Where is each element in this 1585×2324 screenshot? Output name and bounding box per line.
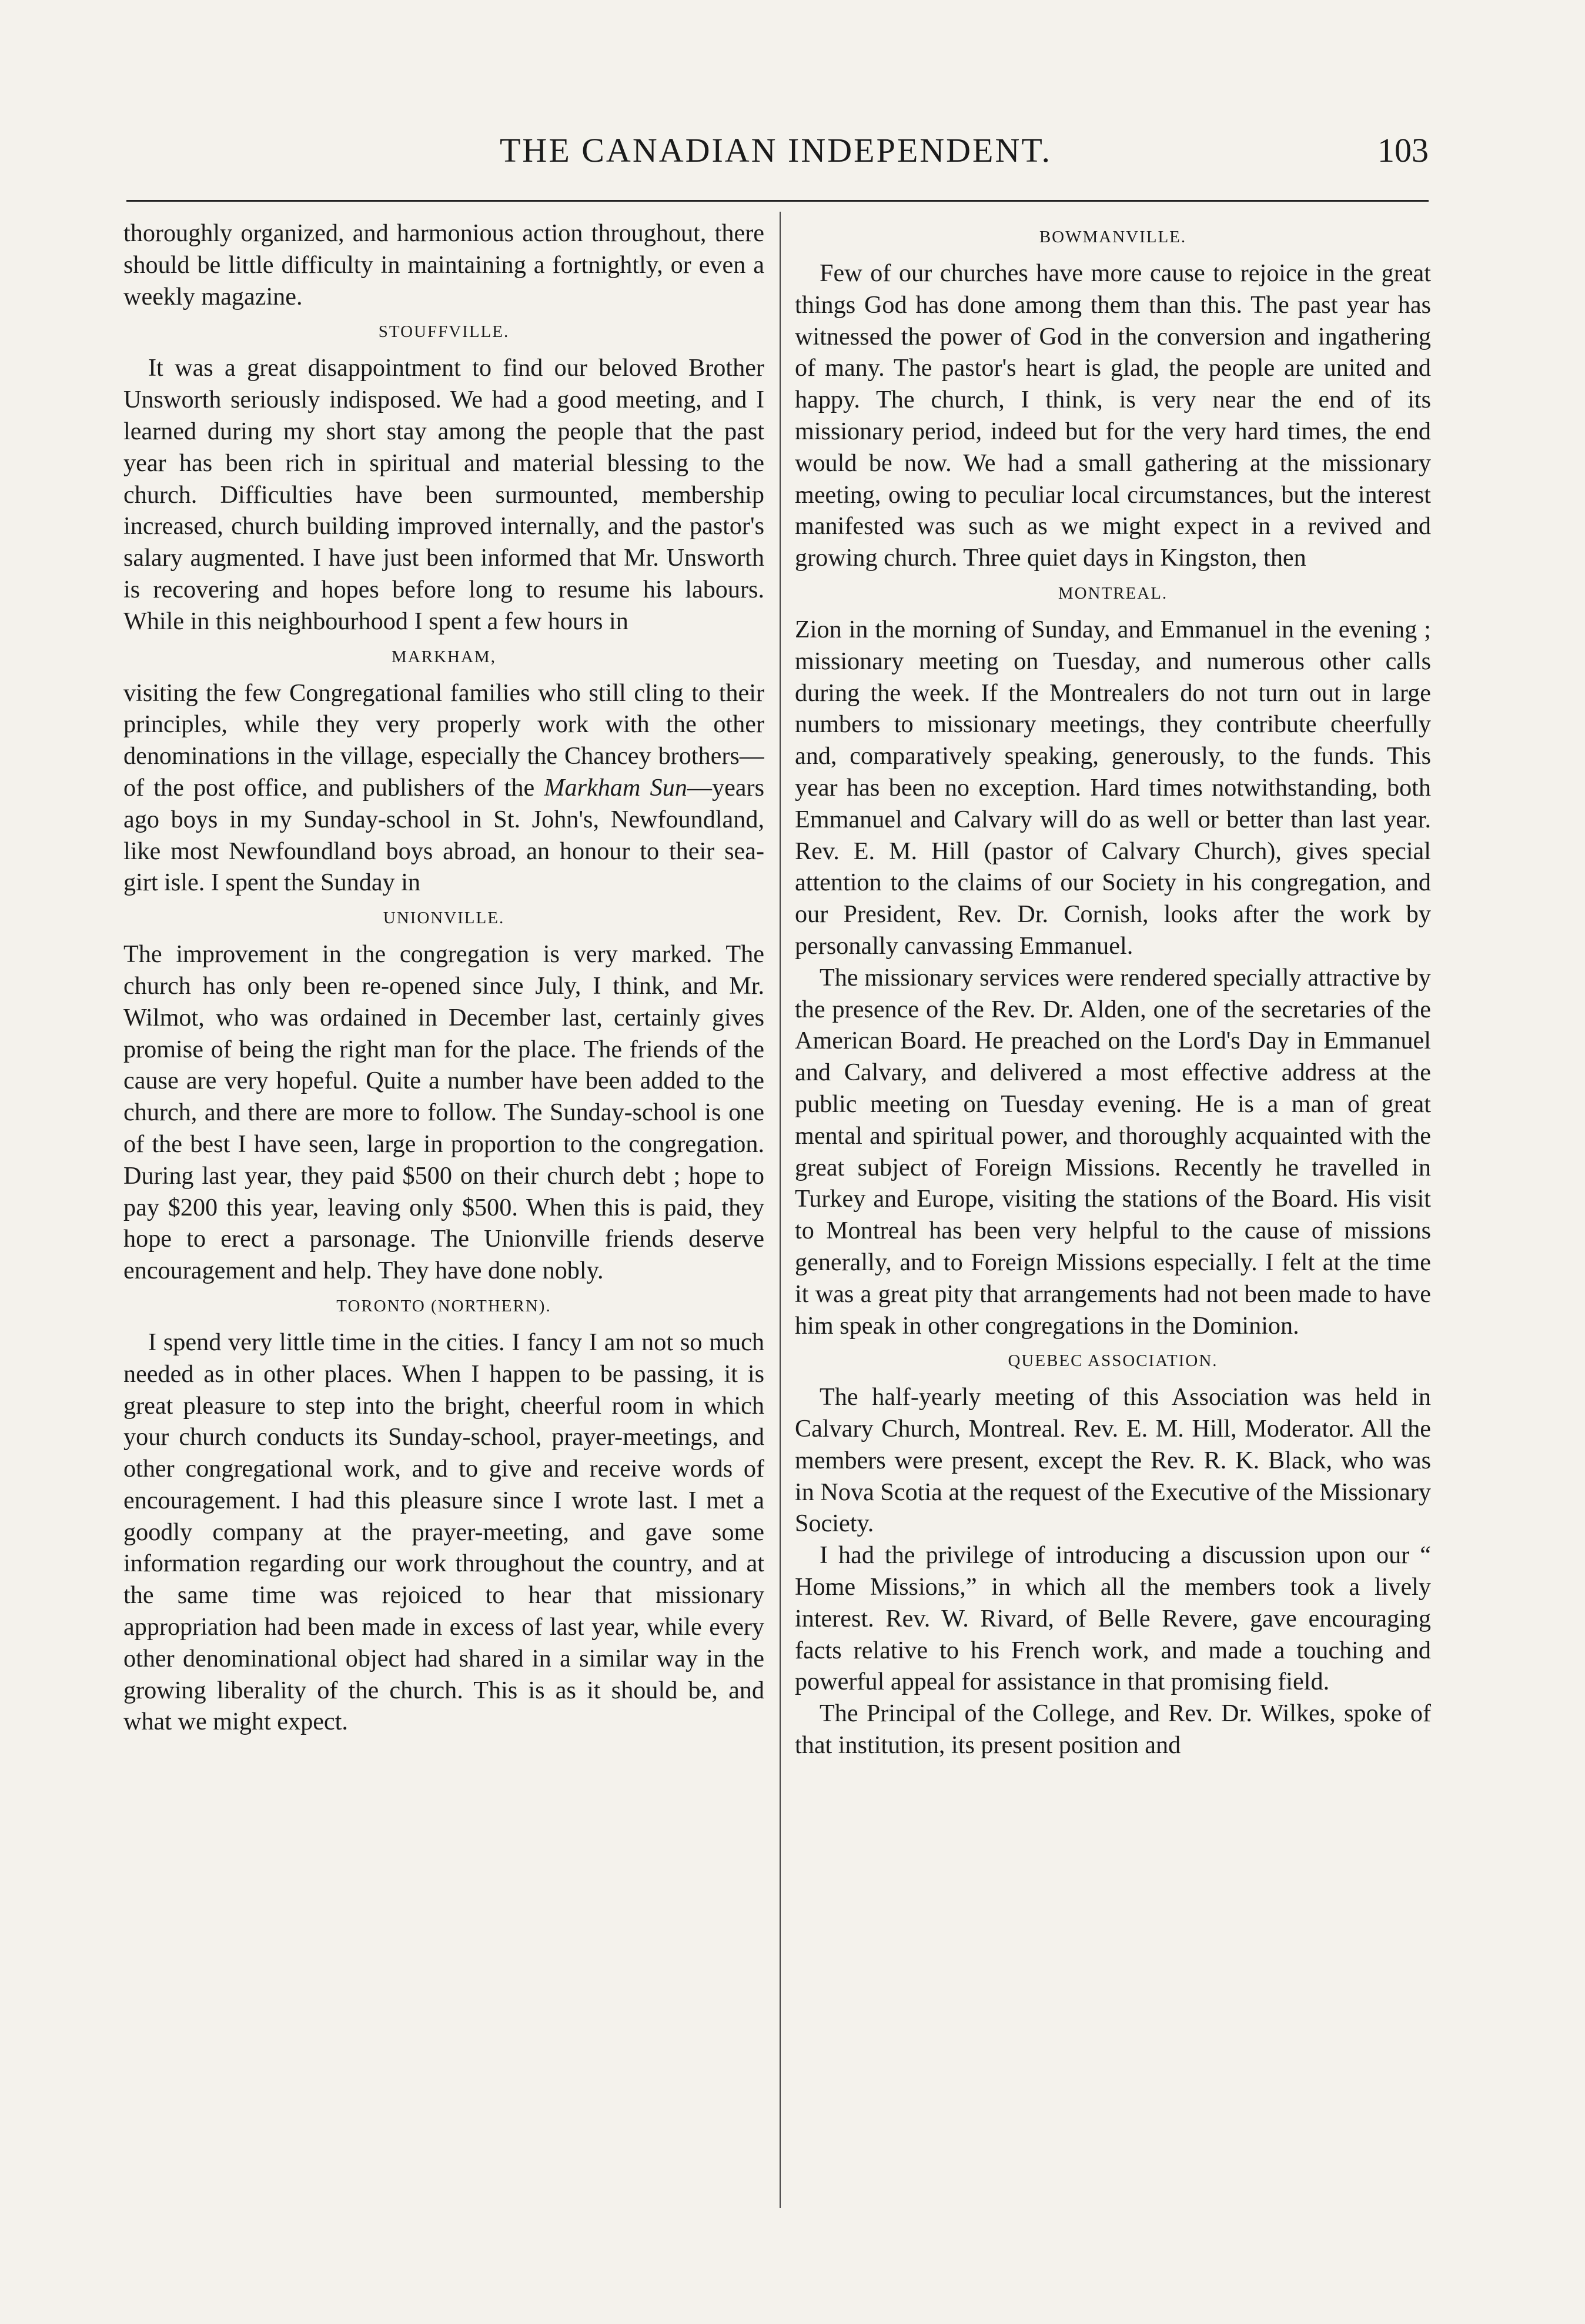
paragraph: [123, 677, 764, 899]
text-run: —years ago boys in my Sunday-school in St. John's, Newfoundland, like most Newfoundland boys abroad, an honour to their sea-girt isle. I spent the Sunday in: [123, 773, 764, 897]
page-header: [118, 131, 1429, 178]
paragraph: The Principal of the College, and Rev. Dr. Wilkes, spoke of that institution, its present position and: [795, 1699, 1431, 1759]
header-rule: [126, 200, 1429, 202]
right-column: [795, 218, 1431, 2205]
section-heading-stouffville: STOUFFVILLE.: [378, 322, 510, 342]
running-title: THE CANADIAN INDEPENDENT.: [500, 131, 1052, 169]
section-heading-markham: MARKHAM,: [392, 647, 496, 666]
section-heading-montreal: MONTREAL.: [1058, 583, 1168, 603]
section-heading-bowmanville: BOWMANVILLE.: [1039, 228, 1187, 246]
section-heading-toronto: TORONTO (NORTHERN).: [336, 1296, 551, 1315]
section-heading-quebec-association: QUEBEC ASSOCIATION.: [1008, 1351, 1218, 1371]
text-run: visiting the few Congregational families who still cling to their principles, while they very properly work with the other denominations in the village, especially the Chancey brothers—of the post office, and publishers of the: [123, 679, 764, 802]
paragraph: The improvement in the congregation is very marked. The church has only been re-opened since July, I think, and Mr. Wilmot, who was ordained in December last, certainly gives promise of being the right man for the place. The friends of the cause are very hopeful. Quite a number have been added to the church, and there are more to follow. The Sunday-school is one of the best I have seen, large in proportion to the congregation. During last year, they paid $500 on their church debt ; hope to pay $200 this year, leaving only $500. When this is paid, they hope to erect a parsonage. The Unionville friends deserve encouragement and help. They have done nobly.: [123, 940, 764, 1285]
paragraph: Few of our churches have more cause to rejoice in the great things God has done among them than this. The past year has witnessed the power of God in the conversion and ingathering of many. The pastor's heart is glad, the people are united and happy. The church, I think, is very near the end of its missionary period, indeed but for the very hard times, the end would be now. We had a small gathering at the missionary meeting, owing to peculiar local circumstances, but the interest manifested was such as we might expect in a revived and growing church. Three quiet days in Kingston, then: [795, 259, 1431, 572]
paragraph: The missionary services were rendered specially attractive by the presence of the Rev. Dr. Alden, one of the secretaries of the American Board. He preached on the Lord's Day in Emmanuel and Calvary, and delivered a most effective address at the public meeting on Tuesday evening. He is a man of great mental and spiritual power, and thoroughly acquainted with the great subject of Foreign Missions. Recently he travelled in Turkey and Europe, visiting the stations of the Board. His visit to Montreal has been very helpful to the cause of missions generally, and to Foreign Missions especially. I felt at the time it was a great pity that arrangements had not been made to have him speak in other congregations in the Dominion.: [795, 963, 1431, 1340]
page-number: 103: [1377, 131, 1429, 169]
paragraph: It was a great disappointment to find our beloved Brother Unsworth seriously indisposed. We had a good meeting, and I learned during my short stay among the people that the past year has been rich in spiritual and material blessing to the church. Difficulties have been surmounted, membership increased, church building improved internally, and the pastor's salary augmented. I have just been informed that Mr. Unsworth is recovering and hopes before long to resume his labours. While in this neighbourhood I spent a few hours in: [123, 354, 764, 635]
paragraph: I spend very little time in the cities. I fancy I am not so much needed as in other places. When I happen to be passing, it is great pleasure to step into the bright, cheerful room in which your church conducts its Sunday-school, prayer-meetings, and other congregational work, and to give and receive words of encouragement. I had this pleasure since I wrote last. I met a goodly company at the prayer-meeting, and gave some information regarding our work throughout the country, and at the same time was rejoiced to hear that missionary appropriation had been made in excess of last year, while every other denominational object had shared in a similar way in the growing liberality of the church. This is as it should be, and what we might expect.: [123, 1328, 764, 1736]
paragraph: Zion in the morning of Sunday, and Emmanuel in the evening ; missionary meeting on Tuesday, and numerous other calls during the week. If the Montrealers do not turn out in large numbers to missionary meetings, they contribute cheerfully and, comparatively speaking, generously, to the funds. This year has been no exception. Hard times notwithstanding, both Emmanuel and Calvary will do as well or better than last year. Rev. E. M. Hill (pastor of Calvary Church), gives special attention to the claims of our Society in his congregation, and our President, Rev. Dr. Cornish, looks after the work by personally canvassing Emmanuel.: [795, 615, 1431, 960]
column-divider: [780, 212, 781, 2208]
section-heading-unionville: UNIONVILLE.: [383, 909, 505, 928]
paragraph: thoroughly organized, and harmonious action throughout, there should be little difficulty in maintaining a fortnightly, or even a weekly magazine.: [123, 219, 764, 310]
paragraph: I had the privilege of introducing a discussion upon our “ Home Missions,” in which all the members took a lively interest. Rev. W. Rivard, of Belle Revere, gave encouraging facts relative to his French work, and made a touching and powerful appeal for assistance in that promising field.: [795, 1541, 1431, 1696]
paragraph: The half-yearly meeting of this Association was held in Calvary Church, Montreal. Rev. E. M. Hill, Moderator. All the members were present, except the Rev. R. K. Black, who was in Nova Scotia at the request of the Executive of the Missionary Society.: [795, 1383, 1431, 1538]
left-column: [123, 218, 764, 2205]
publication-title: Markham Sun: [544, 773, 687, 802]
